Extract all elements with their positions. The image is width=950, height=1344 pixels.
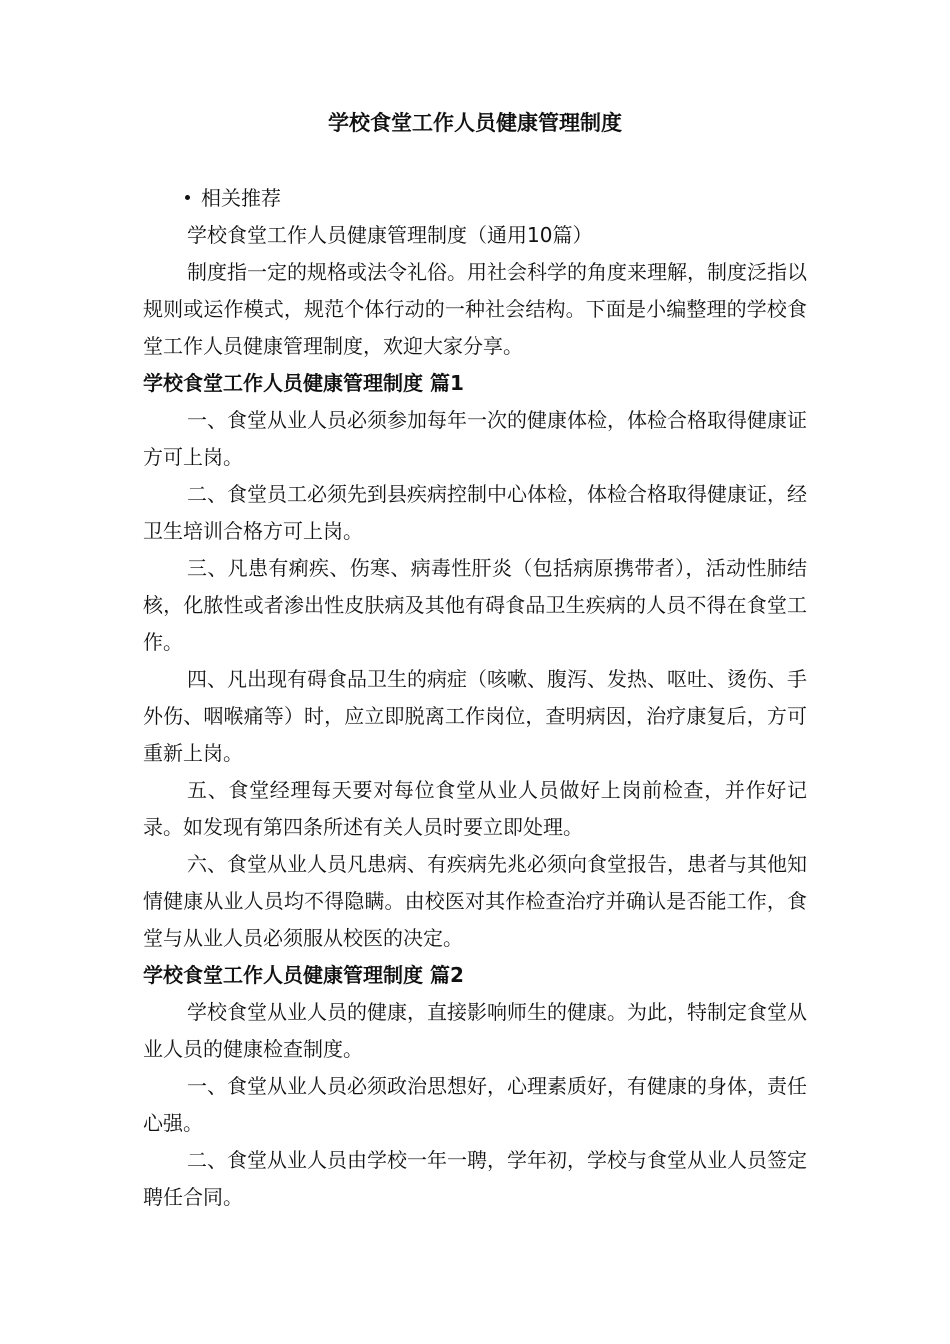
paragraph: 二、食堂员工必须先到县疾病控制中心体检，体检合格取得健康证，经卫生培训合格方可上岗。	[143, 482, 807, 543]
paragraph: 一、食堂从业人员必须参加每年一次的健康体检，体检合格取得健康证方可上岗。	[143, 408, 807, 469]
paragraph: 四、凡出现有碍食品卫生的病症（咳嗽、腹泻、发热、呕吐、烫伤、手外伤、咽喉痛等）时，应立即脱离工作岗位，查明病因，治疗康复后，方可重新上岗。	[143, 667, 807, 765]
section-heading: 学校食堂工作人员健康管理制度 篇1	[143, 371, 464, 395]
document-title: 学校食堂工作人员健康管理制度	[328, 111, 622, 135]
document-subtitle: 学校食堂工作人员健康管理制度（通用10篇）	[187, 223, 593, 247]
paragraph: 六、食堂从业人员凡患病、有疾病先兆必须向食堂报告，患者与其他知情健康从业人员均不得隐瞒。由校医对其作检查治疗并确认是否能工作，食堂与从业人员必须服从校医的决定。	[143, 852, 807, 950]
section-heading: 学校食堂工作人员健康管理制度 篇2	[143, 963, 464, 987]
paragraph: 学校食堂从业人员的健康，直接影响师生的健康。为此，特制定食堂从业人员的健康检查制度。	[143, 1000, 807, 1061]
related-label: 相关推荐	[201, 186, 281, 210]
paragraph: 三、凡患有痢疾、伤寒、病毒性肝炎（包括病原携带者），活动性肺结核，化脓性或者渗出性皮肤病及其他有碍食品卫生疾病的人员不得在食堂工作。	[143, 556, 807, 654]
related-recommendation[interactable]	[143, 180, 807, 217]
bullet-icon	[185, 195, 190, 200]
section-2	[143, 957, 807, 1216]
paragraph: 二、食堂从业人员由学校一年一聘，学年初，学校与食堂从业人员签定聘任合同。	[143, 1148, 807, 1209]
paragraph: 一、食堂从业人员必须政治思想好，心理素质好，有健康的身体，责任心强。	[143, 1074, 807, 1135]
intro-paragraph: 制度指一定的规格或法令礼俗。用社会科学的角度来理解，制度泛指以规则或运作模式，规范个体行动的一种社会结构。下面是小编整理的学校食堂工作人员健康管理制度，欢迎大家分享。	[143, 260, 807, 358]
paragraph: 五、食堂经理每天要对每位食堂从业人员做好上岗前检查，并作好记录。如发现有第四条所述有关人员时要立即处理。	[143, 778, 807, 839]
section-1	[143, 365, 807, 957]
